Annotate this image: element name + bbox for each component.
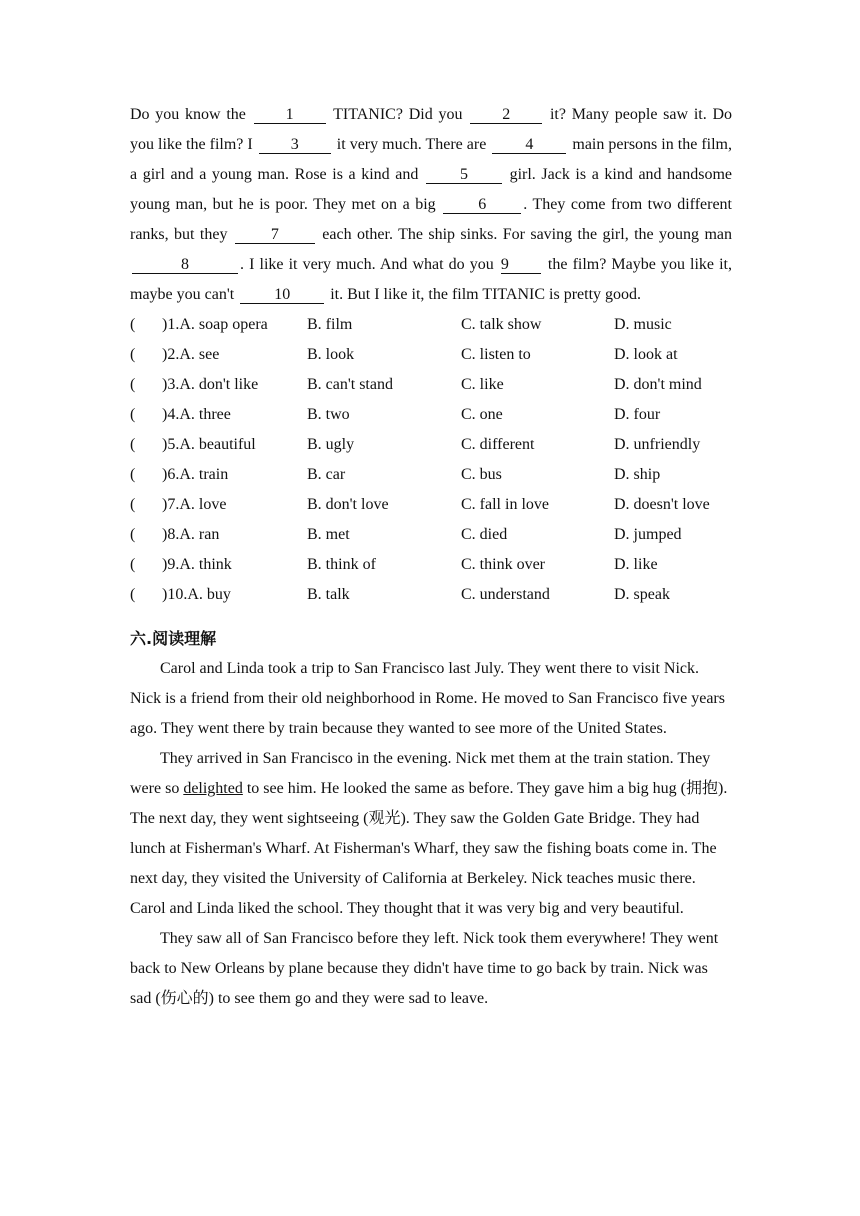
question-row [130,370,732,400]
option-c: C. understand [461,586,550,603]
question-row [130,310,732,340]
option-b: B. look [307,346,355,363]
cloze-text: the film? Maybe you like it, maybe you can't [130,256,732,303]
cloze-blank-6: 6 [443,196,521,214]
option-b: B. don't love [307,496,389,513]
answer-paren[interactable]: ( [130,526,136,543]
cloze-blank-5: 5 [426,166,502,184]
question-row [130,460,732,490]
option-b: B. two [307,406,350,423]
answer-paren[interactable]: ( [130,556,136,573]
option-c: C. like [461,376,504,393]
cloze-blank-9: 9 [501,256,541,274]
option-b: B. ugly [307,436,355,453]
reading-text: to see him. He looked the same as before. They gave him a big hug (拥抱). The next day, they went sightseeing (观光). They saw the Golden Gate Bridge. They had lunch at Fisherman's Wharf. At Fisherman's Wharf, they saw the fishing boats come in. The next day, they visited the University of California at Berkeley. Nick teaches music there. Carol and Linda liked the school. They thought that it was very big and very beautiful. [130,780,728,917]
option-a: )1.A. soap opera [162,316,268,333]
option-a: )4.A. three [162,406,231,423]
option-b: B. met [307,526,350,543]
option-c: C. listen to [461,346,531,363]
option-d: D. like [614,556,658,573]
question-row [130,430,732,460]
cloze-passage [130,100,732,310]
question-row [130,400,732,430]
option-d: D. ship [614,466,661,483]
cloze-blank-1: 1 [254,106,326,124]
option-c: C. died [461,526,508,543]
option-a: )9.A. think [162,556,232,573]
cloze-text: girl. Jack is a kind and handsome young man, but he is poor. They met on a big [130,166,733,213]
document-page [130,100,732,1014]
option-c: C. different [461,436,535,453]
option-b: B. think of [307,556,376,573]
answer-paren[interactable]: ( [130,466,136,483]
cloze-text: main persons in the film, a girl and a young man. Rose is a kind and [130,136,733,183]
question-row [130,550,732,580]
cloze-text: it very much. There are [332,136,491,153]
option-d: D. four [614,406,661,423]
section-heading: 六.阅读理解 [130,629,217,648]
option-d: D. unfriendly [614,436,701,453]
cloze-blank-10: 10 [240,286,324,304]
cloze-text: it? Many people saw it. Do you like the film? I [130,106,733,153]
answer-paren[interactable]: ( [130,406,136,423]
option-c: C. one [461,406,503,423]
option-c: C. bus [461,466,502,483]
question-row [130,580,732,610]
question-list [130,310,732,610]
reading-paragraph-1: Carol and Linda took a trip to San Francisco last July. They went there to visit Nick. Nick is a friend from their old neighborhood in Rome. He moved to San Francisco five years ago. They went there by train because they wanted to see more of the United States. [130,660,725,737]
option-a: )3.A. don't like [162,376,259,393]
answer-paren[interactable]: ( [130,376,136,393]
cloze-text: it. But I like it, the film TITANIC is pretty good. [326,286,642,303]
option-d: D. don't mind [614,376,702,393]
underlined-word: delighted [183,780,243,797]
cloze-blank-2: 2 [470,106,542,124]
option-b: B. talk [307,586,350,603]
option-b: B. car [307,466,346,483]
option-a: )6.A. train [162,466,229,483]
reading-text: They arrived in San Francisco in the evening. Nick met them at the train station. They were so [130,750,711,797]
cloze-text: Do you know the [130,106,252,123]
option-d: D. jumped [614,526,682,543]
option-a: )2.A. see [162,346,220,363]
option-b: B. can't stand [307,376,393,393]
reading-paragraph-3: They saw all of San Francisco before they left. Nick took them everywhere! They went back to New Orleans by plane because they didn't have time to go back by train. Nick was sad (伤心的) to see them go and they were sad to leave. [130,930,719,1007]
reading-paragraph-2 [130,744,732,924]
option-d: D. speak [614,586,670,603]
cloze-blank-7: 7 [235,226,315,244]
cloze-text: . I like it very much. And what do you [240,256,499,273]
cloze-blank-3: 3 [259,136,331,154]
cloze-blank-4: 4 [492,136,566,154]
question-row [130,520,732,550]
answer-paren[interactable]: ( [130,496,136,513]
option-b: B. film [307,316,353,333]
answer-paren[interactable]: ( [130,316,136,333]
cloze-text: TITANIC? Did you [327,106,469,123]
cloze-text: . They come from two different ranks, but they [130,196,732,243]
question-row [130,490,732,520]
cloze-text: each other. The ship sinks. For saving the girl, the young man [316,226,732,243]
option-a: )10.A. buy [162,586,231,603]
option-d: D. look at [614,346,678,363]
option-d: D. music [614,316,672,333]
answer-paren[interactable]: ( [130,436,136,453]
option-c: C. fall in love [461,496,549,513]
answer-paren[interactable]: ( [130,346,136,363]
option-d: D. doesn't love [614,496,710,513]
cloze-blank-8: 8 [132,256,238,274]
option-a: )8.A. ran [162,526,220,543]
option-a: )5.A. beautiful [162,436,256,453]
question-row [130,340,732,370]
option-c: C. think over [461,556,545,573]
option-c: C. talk show [461,316,542,333]
answer-paren[interactable]: ( [130,586,136,603]
option-a: )7.A. love [162,496,227,513]
